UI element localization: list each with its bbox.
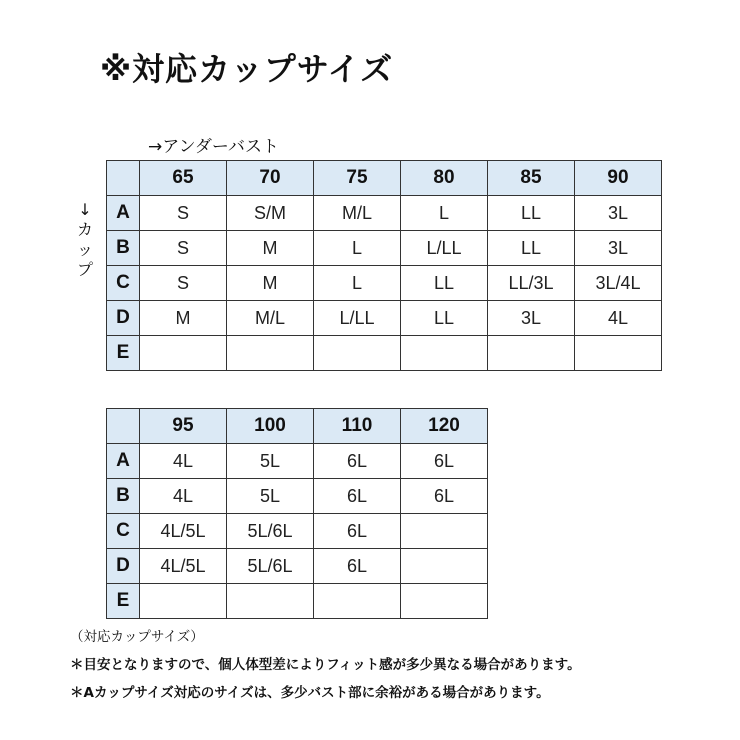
table-cell: 3L xyxy=(575,196,662,231)
cup-label-arrow: ↓ xyxy=(78,200,92,219)
table-row xyxy=(107,584,488,619)
table-cell xyxy=(314,336,401,371)
row-header: D xyxy=(107,301,140,336)
table-row xyxy=(107,549,488,584)
note-fit: ＊目安となりますので、個人体型差によりフィット感が多少異なる場合があります。 xyxy=(70,657,581,673)
table-row xyxy=(107,231,662,266)
under-bust-label: →アンダーバスト xyxy=(148,137,280,157)
column-header: 70 xyxy=(227,161,314,196)
table-cell: L xyxy=(314,231,401,266)
size-table-2 xyxy=(106,408,488,619)
row-header: B xyxy=(107,231,140,266)
row-header: E xyxy=(107,336,140,371)
table-cell: 5L/6L xyxy=(227,549,314,584)
column-header: 85 xyxy=(488,161,575,196)
notes xyxy=(70,623,581,707)
table-cell: 3L xyxy=(575,231,662,266)
table-cell: 5L xyxy=(227,479,314,514)
table-cell xyxy=(575,336,662,371)
cup-label-char: プ xyxy=(76,260,93,279)
table-cell: LL/3L xyxy=(488,266,575,301)
table-cell: 4L/5L xyxy=(140,514,227,549)
table-cell: L xyxy=(314,266,401,301)
row-header: C xyxy=(107,266,140,301)
table-corner xyxy=(107,161,140,196)
table-cell: 4L xyxy=(140,444,227,479)
table-cell: 3L/4L xyxy=(575,266,662,301)
column-header: 65 xyxy=(140,161,227,196)
table-cell: LL xyxy=(401,301,488,336)
table-cell xyxy=(401,514,488,549)
table-corner xyxy=(107,409,140,444)
cup-label-char: カ xyxy=(76,220,93,239)
table-cell xyxy=(401,336,488,371)
table-cell xyxy=(227,584,314,619)
cup-label-char: ッ xyxy=(76,240,93,259)
table-cell: S xyxy=(140,196,227,231)
table-cell: 5L/6L xyxy=(227,514,314,549)
table-cell: M xyxy=(227,231,314,266)
table-header-row xyxy=(107,409,488,444)
table-row xyxy=(107,336,662,371)
table-row xyxy=(107,444,488,479)
table-cell: L xyxy=(401,196,488,231)
table-cell: 6L xyxy=(401,479,488,514)
table-cell xyxy=(488,336,575,371)
row-header: D xyxy=(107,549,140,584)
table-cell: M/L xyxy=(227,301,314,336)
table-cell: S xyxy=(140,231,227,266)
table-cell: M/L xyxy=(314,196,401,231)
table-cell: M xyxy=(140,301,227,336)
size-table-1 xyxy=(106,160,662,371)
table-row xyxy=(107,301,662,336)
table-cell: S/M xyxy=(227,196,314,231)
row-header: E xyxy=(107,584,140,619)
column-header: 90 xyxy=(575,161,662,196)
table-cell: 3L xyxy=(488,301,575,336)
cup-label xyxy=(76,200,94,280)
table-row xyxy=(107,266,662,301)
table-row xyxy=(107,514,488,549)
table-row xyxy=(107,479,488,514)
page-title: ※対応カップサイズ xyxy=(100,50,394,88)
table-cell xyxy=(314,584,401,619)
table-cell xyxy=(401,549,488,584)
table-cell xyxy=(140,584,227,619)
table-cell: LL xyxy=(488,196,575,231)
row-header: A xyxy=(107,444,140,479)
table-row xyxy=(107,196,662,231)
table-cell: 5L xyxy=(227,444,314,479)
column-header: 80 xyxy=(401,161,488,196)
table-cell: 4L xyxy=(140,479,227,514)
table-header-row xyxy=(107,161,662,196)
table-cell xyxy=(140,336,227,371)
row-header: C xyxy=(107,514,140,549)
column-header: 95 xyxy=(140,409,227,444)
table-cell: L/LL xyxy=(401,231,488,266)
table-cell: LL xyxy=(401,266,488,301)
table-cell: 6L xyxy=(314,479,401,514)
notes-caption: （対応カップサイズ） xyxy=(70,629,204,645)
row-header: B xyxy=(107,479,140,514)
table-cell xyxy=(401,584,488,619)
column-header: 120 xyxy=(401,409,488,444)
table-cell: L/LL xyxy=(314,301,401,336)
column-header: 75 xyxy=(314,161,401,196)
table-cell: 6L xyxy=(314,444,401,479)
table-cell: 4L xyxy=(575,301,662,336)
row-header: A xyxy=(107,196,140,231)
table-cell xyxy=(227,336,314,371)
table-cell: 6L xyxy=(314,549,401,584)
table-cell: 4L/5L xyxy=(140,549,227,584)
table-cell: M xyxy=(227,266,314,301)
column-header: 110 xyxy=(314,409,401,444)
table-cell: 6L xyxy=(401,444,488,479)
table-cell: S xyxy=(140,266,227,301)
table-cell: 6L xyxy=(314,514,401,549)
note-a-cup: ＊Aカップサイズ対応のサイズは、多少バスト部に余裕がある場合があります。 xyxy=(70,685,550,701)
table-cell: LL xyxy=(488,231,575,266)
column-header: 100 xyxy=(227,409,314,444)
